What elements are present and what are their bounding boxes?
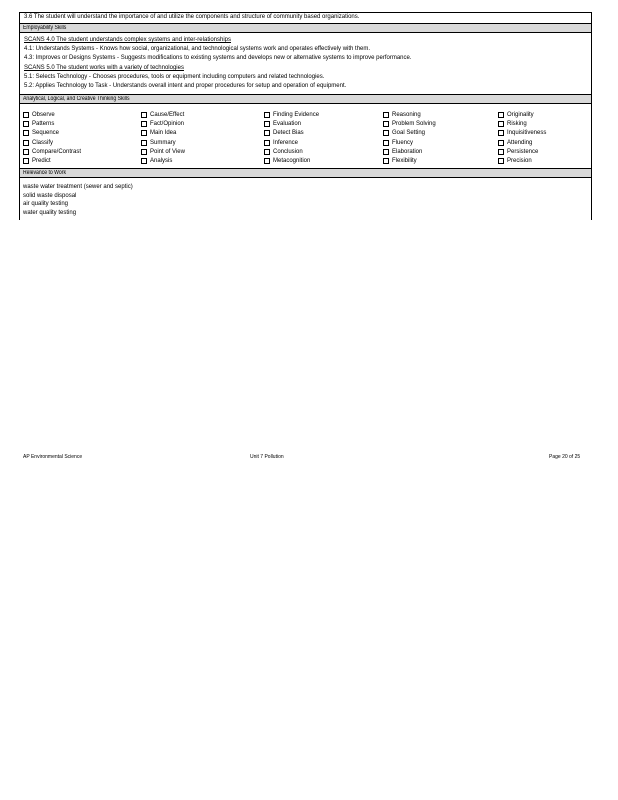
- checkbox[interactable]: [383, 140, 389, 146]
- skills-column-3: [264, 110, 319, 166]
- employability-header: Employability Skills: [23, 25, 67, 31]
- footer-page-number: Page 20 of 25: [549, 454, 581, 460]
- skill-item[interactable]: [23, 129, 81, 138]
- checkbox[interactable]: [383, 112, 389, 118]
- skill-label: Goal Setting: [392, 130, 426, 137]
- skill-item[interactable]: [383, 156, 436, 165]
- skill-item[interactable]: [383, 129, 436, 138]
- checkbox[interactable]: [141, 149, 147, 155]
- skill-label: Observe: [32, 111, 55, 118]
- skill-label: Finding Evidence: [273, 111, 320, 118]
- skill-label: Inquisitiveness: [507, 130, 547, 137]
- skill-label: Compare/Contrast: [32, 148, 82, 155]
- skill-label: Risking: [507, 120, 527, 127]
- skill-label: Summary: [150, 139, 176, 146]
- checkbox[interactable]: [141, 112, 147, 118]
- checkbox[interactable]: [498, 140, 504, 146]
- skill-item[interactable]: [141, 119, 185, 128]
- checkbox[interactable]: [383, 121, 389, 127]
- skill-item[interactable]: [383, 138, 436, 147]
- skill-label: Attending: [507, 139, 533, 146]
- skill-item[interactable]: [498, 129, 546, 138]
- checkbox[interactable]: [264, 149, 270, 155]
- skills-column-1: [23, 110, 81, 166]
- skill-label: Predict: [32, 158, 51, 165]
- skill-label: Main Idea: [150, 130, 177, 137]
- skill-label: Sequence: [32, 130, 60, 137]
- skill-label: Inference: [273, 139, 299, 146]
- skill-item[interactable]: [141, 110, 185, 119]
- skills-column-2: [141, 110, 185, 166]
- skills-column-5: [498, 110, 546, 166]
- checkbox[interactable]: [264, 121, 270, 127]
- checkbox[interactable]: [264, 158, 270, 164]
- checkbox[interactable]: [498, 149, 504, 155]
- skill-label: Precision: [507, 158, 532, 165]
- checkbox[interactable]: [498, 112, 504, 118]
- skill-item[interactable]: [498, 147, 546, 156]
- skill-label: Cause/Effect: [150, 111, 185, 118]
- skill-label: Point of View: [150, 148, 185, 155]
- skill-label: Evaluation: [273, 120, 302, 127]
- checkbox[interactable]: [23, 121, 29, 127]
- skill-label: Originality: [507, 111, 534, 118]
- employability-header-band: [20, 23, 591, 33]
- skill-item[interactable]: [264, 138, 319, 147]
- checkbox[interactable]: [383, 130, 389, 136]
- checkbox[interactable]: [23, 140, 29, 146]
- checkbox[interactable]: [23, 112, 29, 118]
- skill-label: Patterns: [32, 120, 55, 127]
- relevance-item: waste water treatment (sewer and septic): [23, 184, 133, 190]
- skill-item[interactable]: [141, 138, 185, 147]
- skill-label: Detect Bias: [273, 130, 304, 137]
- relevance-header: Relevance to Work: [23, 170, 66, 176]
- relevance-item: water quality testing: [23, 209, 77, 216]
- checkbox[interactable]: [23, 130, 29, 136]
- skill-item[interactable]: [264, 156, 319, 165]
- skill-item[interactable]: [264, 129, 319, 138]
- skill-item[interactable]: [498, 119, 546, 128]
- checkbox[interactable]: [383, 149, 389, 155]
- skill-item[interactable]: [23, 147, 81, 156]
- skill-item[interactable]: [23, 119, 81, 128]
- relevance-header-band: [20, 168, 591, 178]
- skill-item[interactable]: [23, 110, 81, 119]
- checkbox[interactable]: [264, 130, 270, 136]
- skill-item[interactable]: [23, 156, 81, 165]
- checkbox[interactable]: [383, 158, 389, 164]
- employability-line: 5.2: Applies Technology to Task - Understands overall intent and proper procedures for setup and operation of equipment.: [24, 83, 347, 89]
- skill-item[interactable]: [383, 119, 436, 128]
- checkbox[interactable]: [23, 158, 29, 164]
- footer-course: AP Environmental Science: [23, 454, 83, 460]
- skill-item[interactable]: [264, 110, 319, 119]
- checkbox[interactable]: [498, 130, 504, 136]
- skill-label: Problem Solving: [392, 120, 436, 127]
- checkbox[interactable]: [141, 121, 147, 127]
- skill-item[interactable]: [23, 138, 81, 147]
- skills-column-4: [383, 110, 436, 166]
- skill-label: Reasoning: [392, 111, 421, 118]
- skill-label: Persistence: [507, 148, 539, 155]
- content-frame: [19, 12, 592, 220]
- standard-line: 3.6 The student will understand the importance of and utilize the components and structure of community based organizations.: [24, 14, 360, 20]
- checkbox[interactable]: [498, 121, 504, 127]
- checkbox[interactable]: [141, 158, 147, 164]
- skill-item[interactable]: [383, 147, 436, 156]
- skill-item[interactable]: [498, 156, 546, 165]
- skill-label: Classify: [32, 139, 54, 146]
- employability-line: SCANS 5.0 The student works with a variety of technologies: [24, 65, 184, 71]
- employability-line: 4.1: Understands Systems - Knows how social, organizational, and technological systems work and operates effectively with them.: [24, 46, 371, 52]
- skill-label: Conclusion: [273, 148, 303, 155]
- checkbox[interactable]: [141, 140, 147, 146]
- skill-label: Fact/Opinion: [150, 120, 185, 127]
- relevance-item: solid waste disposal: [23, 192, 77, 199]
- checkbox[interactable]: [141, 130, 147, 136]
- employability-line: 4.3: Improves or Designs Systems - Suggests modifications to existing systems and develops new or alternative systems to improve performance.: [24, 55, 412, 61]
- skill-label: Flexibility: [392, 158, 417, 165]
- employability-line: 5.1: Selects Technology - Chooses procedures, tools or equipment including computers and related technologies.: [24, 74, 325, 80]
- skill-label: Metacognition: [273, 158, 311, 165]
- footer-unit: Unit 7 Pollution: [250, 454, 284, 460]
- skill-label: Analysis: [150, 158, 173, 165]
- relevance-item: air quality testing: [23, 201, 69, 207]
- checkbox[interactable]: [23, 149, 29, 155]
- skill-label: Elaboration: [392, 148, 423, 155]
- skill-item[interactable]: [498, 138, 546, 147]
- skill-label: Fluency: [392, 139, 414, 146]
- checkbox[interactable]: [498, 158, 504, 164]
- skill-item[interactable]: [141, 129, 185, 138]
- skill-item[interactable]: [264, 147, 319, 156]
- checkbox[interactable]: [264, 112, 270, 118]
- thinking-skills-header: Analytical, Logical, and Creative Thinking Skills: [23, 96, 130, 102]
- thinking-skills-header-band: [20, 94, 591, 104]
- checkbox[interactable]: [264, 140, 270, 146]
- skill-item[interactable]: [383, 110, 436, 119]
- relevance-list: [23, 183, 133, 217]
- skill-item[interactable]: [264, 119, 319, 128]
- skill-item[interactable]: [141, 156, 185, 165]
- employability-line: SCANS 4.0 The student understands complex systems and inter-relationships: [24, 37, 231, 43]
- skill-item[interactable]: [141, 147, 185, 156]
- skill-item[interactable]: [498, 110, 546, 119]
